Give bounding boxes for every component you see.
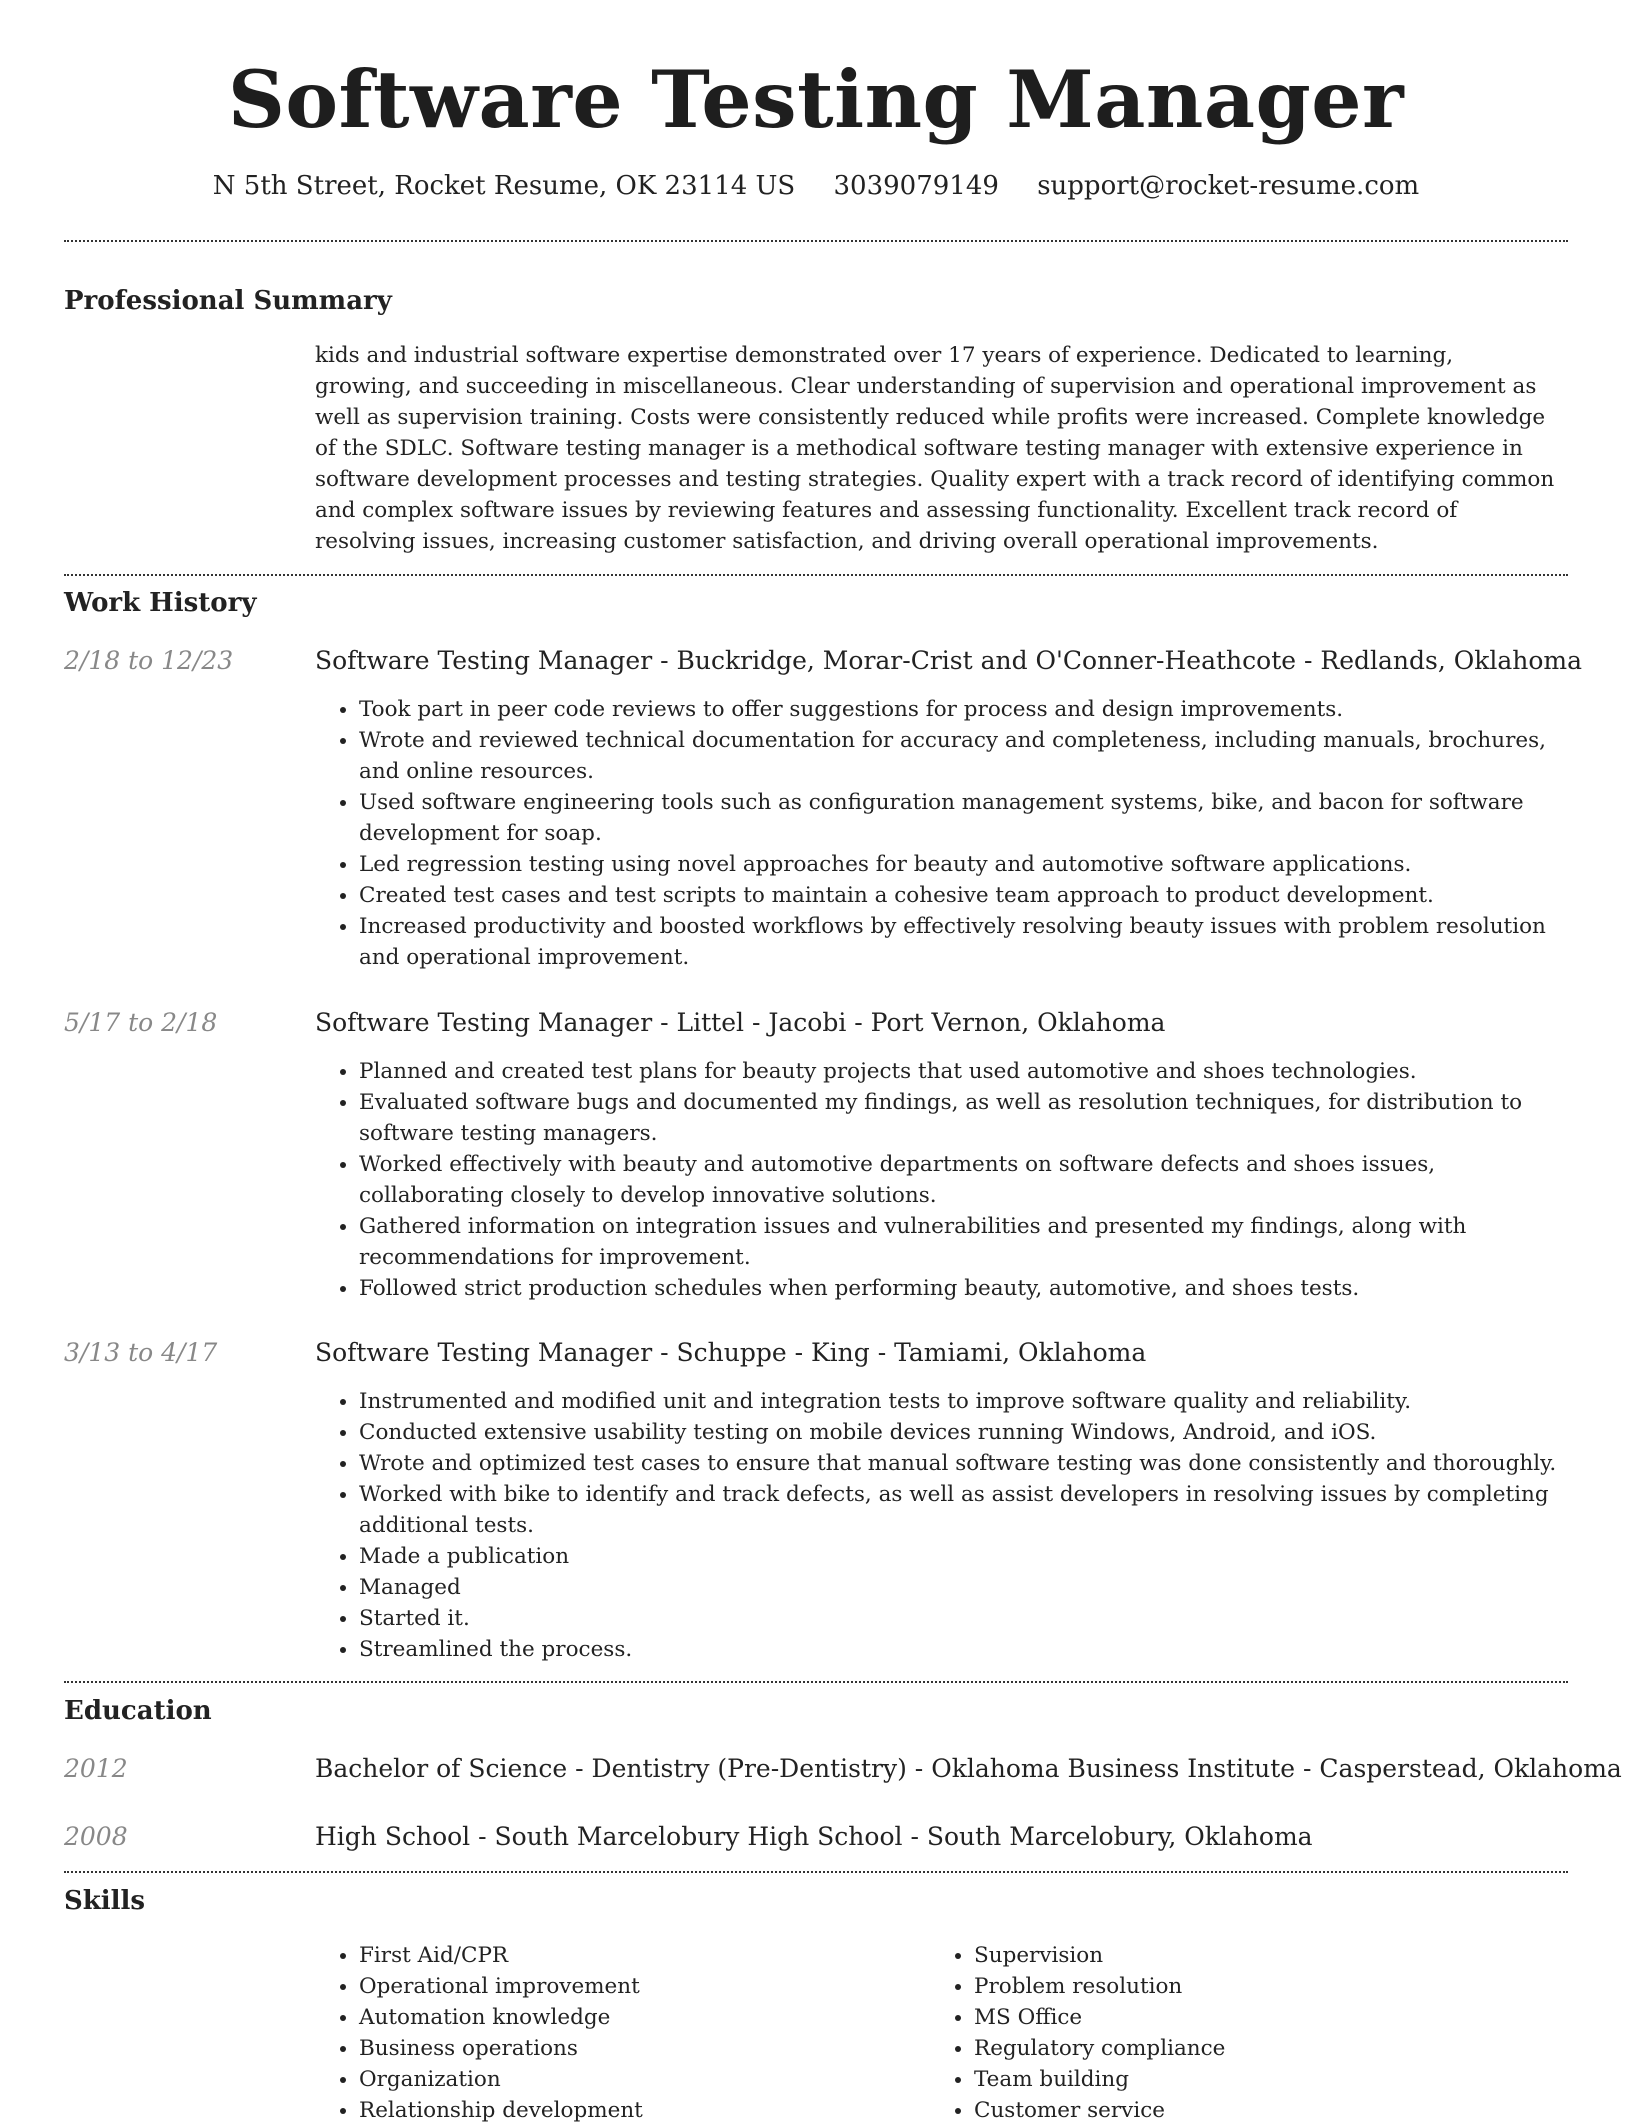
education-section xyxy=(64,1694,1568,1728)
job-bullets xyxy=(315,1056,1569,1304)
job-title: Software Testing Manager xyxy=(315,1338,653,1367)
list-item: • Wrote and reviewed technical documentation for accuracy and completeness, including manuals, brochures, and online resources. xyxy=(359,725,1569,787)
skill-item: • Relationship development xyxy=(359,2095,919,2126)
skill-item: • Automation knowledge xyxy=(359,2002,919,2033)
skill-item: • Problem resolution xyxy=(974,1971,1534,2002)
work-history-section xyxy=(64,586,1568,620)
divider xyxy=(64,574,1568,576)
divider xyxy=(64,1681,1568,1683)
skill-item: • MS Office xyxy=(974,2002,1534,2033)
contact-phone: 3039079149 xyxy=(833,171,999,201)
section-heading: Education xyxy=(64,1696,212,1726)
list-item: • Made a publication xyxy=(359,1541,1612,1572)
education-heading xyxy=(315,1820,1313,1854)
skill-item: • Regulatory compliance xyxy=(974,2033,1534,2064)
job-bullets xyxy=(315,694,1569,973)
section-heading: Work History xyxy=(64,588,257,618)
contact-address: N 5th Street, Rocket Resume, OK 23114 US xyxy=(212,171,796,201)
job-employer: - Littel - Jacobi - Port Vernon, Oklahoma xyxy=(652,1008,1166,1037)
list-item: • Worked effectively with beauty and automotive departments on software defects and shoes issues, collaborating closely to develop innovative solutions. xyxy=(359,1149,1569,1211)
job-title: Software Testing Manager xyxy=(315,1008,653,1037)
list-item: • Streamlined the process. xyxy=(359,1634,1612,1665)
contact-email: support@rocket-resume.com xyxy=(1037,171,1420,201)
list-item: • Gathered information on integration issues and vulnerabilities and presented my findings, along with recommendations for improvement. xyxy=(359,1211,1569,1273)
skills-section xyxy=(64,1884,1568,1918)
list-item: • Worked with bike to identify and track defects, as well as assist developers in resolving issues by completing additional tests. xyxy=(359,1479,1612,1541)
summary-text: kids and industrial software expertise demonstrated over 17 years of experience. Dedicated to learning, growing, and succeeding in miscellaneous. Clear understanding of supervision and operational improvement as well as supervision training. Costs were consistently reduced while profits were increased. Complete knowledge of the SDLC. Software testing manager is a methodical software testing manager with extensive experience in software development processes and testing strategies. Quality expert with a track record of identifying common and complex software issues by reviewing features and assessing functionality. Excellent track record of resolving issues, increasing customer satisfaction, and driving overall operational improvements. xyxy=(315,343,1555,554)
list-item: • Increased productivity and boosted workflows by effectively resolving beauty issues with problem resolution and operational improvement. xyxy=(359,911,1569,973)
job-employer: - Buckridge, Morar-Crist and O'Conner-Heathcote - Redlands, Oklahoma xyxy=(652,646,1583,675)
education-school: - South Marcelobury High School - South Marcelobury, Oklahoma xyxy=(470,1822,1313,1851)
job-heading xyxy=(315,1006,1165,1040)
job-title: Software Testing Manager xyxy=(315,646,653,675)
skill-item: • Team building xyxy=(974,2064,1534,2095)
skills-list-left xyxy=(315,1940,919,2126)
job-heading xyxy=(315,1336,1146,1370)
list-item: • Evaluated software bugs and documented my findings, as well as resolution techniques, for distribution to software testing managers. xyxy=(359,1087,1569,1149)
job-heading xyxy=(315,644,1582,678)
skill-item: • Business operations xyxy=(359,2033,919,2064)
divider xyxy=(64,240,1568,242)
contact-line xyxy=(0,168,1632,204)
section-heading: Professional Summary xyxy=(64,286,392,316)
job-dates: 2/18 to 12/23 xyxy=(64,646,234,675)
list-item: • Planned and created test plans for beauty projects that used automotive and shoes technologies. xyxy=(359,1056,1569,1087)
resume-title: Software Testing Manager xyxy=(227,53,1405,146)
education-degree: Bachelor of Science - Dentistry (Pre-Dentistry) xyxy=(315,1754,907,1783)
skill-item: • First Aid/CPR xyxy=(359,1940,919,1971)
job-dates: 3/13 to 4/17 xyxy=(64,1338,218,1367)
education-year: 2008 xyxy=(64,1822,128,1851)
education-degree: High School xyxy=(315,1822,471,1851)
skill-item: • Customer service xyxy=(974,2095,1534,2126)
list-item: • Took part in peer code reviews to offer suggestions for process and design improvements. xyxy=(359,694,1569,725)
list-item: • Wrote and optimized test cases to ensure that manual software testing was done consistently and thoroughly. xyxy=(359,1448,1612,1479)
job-employer: - Schuppe - King - Tamiami, Oklahoma xyxy=(652,1338,1147,1367)
skills-list-right xyxy=(930,1940,1534,2126)
list-item: • Followed strict production schedules when performing beauty, automotive, and shoes tests. xyxy=(359,1273,1569,1304)
skill-item: • Supervision xyxy=(974,1940,1534,1971)
list-item: • Started it. xyxy=(359,1603,1612,1634)
divider xyxy=(64,1871,1568,1873)
list-item: • Conducted extensive usability testing on mobile devices running Windows, Android, and iOS. xyxy=(359,1417,1612,1448)
skill-item: • Organization xyxy=(359,2064,919,2095)
education-heading xyxy=(315,1752,1622,1786)
job-bullets xyxy=(315,1386,1612,1665)
list-item: • Created test cases and test scripts to maintain a cohesive team approach to product development. xyxy=(359,880,1569,911)
education-school: - Oklahoma Business Institute - Casperstead, Oklahoma xyxy=(906,1754,1622,1783)
section-heading: Skills xyxy=(64,1886,146,1916)
list-item: • Managed xyxy=(359,1572,1612,1603)
job-dates: 5/17 to 2/18 xyxy=(64,1008,218,1037)
list-item: • Instrumented and modified unit and integration tests to improve software quality and reliability. xyxy=(359,1386,1612,1417)
list-item: • Led regression testing using novel approaches for beauty and automotive software applications. xyxy=(359,849,1569,880)
summary-section xyxy=(64,284,1568,318)
list-item: • Used software engineering tools such as configuration management systems, bike, and bacon for software development for soap. xyxy=(359,787,1569,849)
education-year: 2012 xyxy=(64,1754,128,1783)
skill-item: • Operational improvement xyxy=(359,1971,919,2002)
